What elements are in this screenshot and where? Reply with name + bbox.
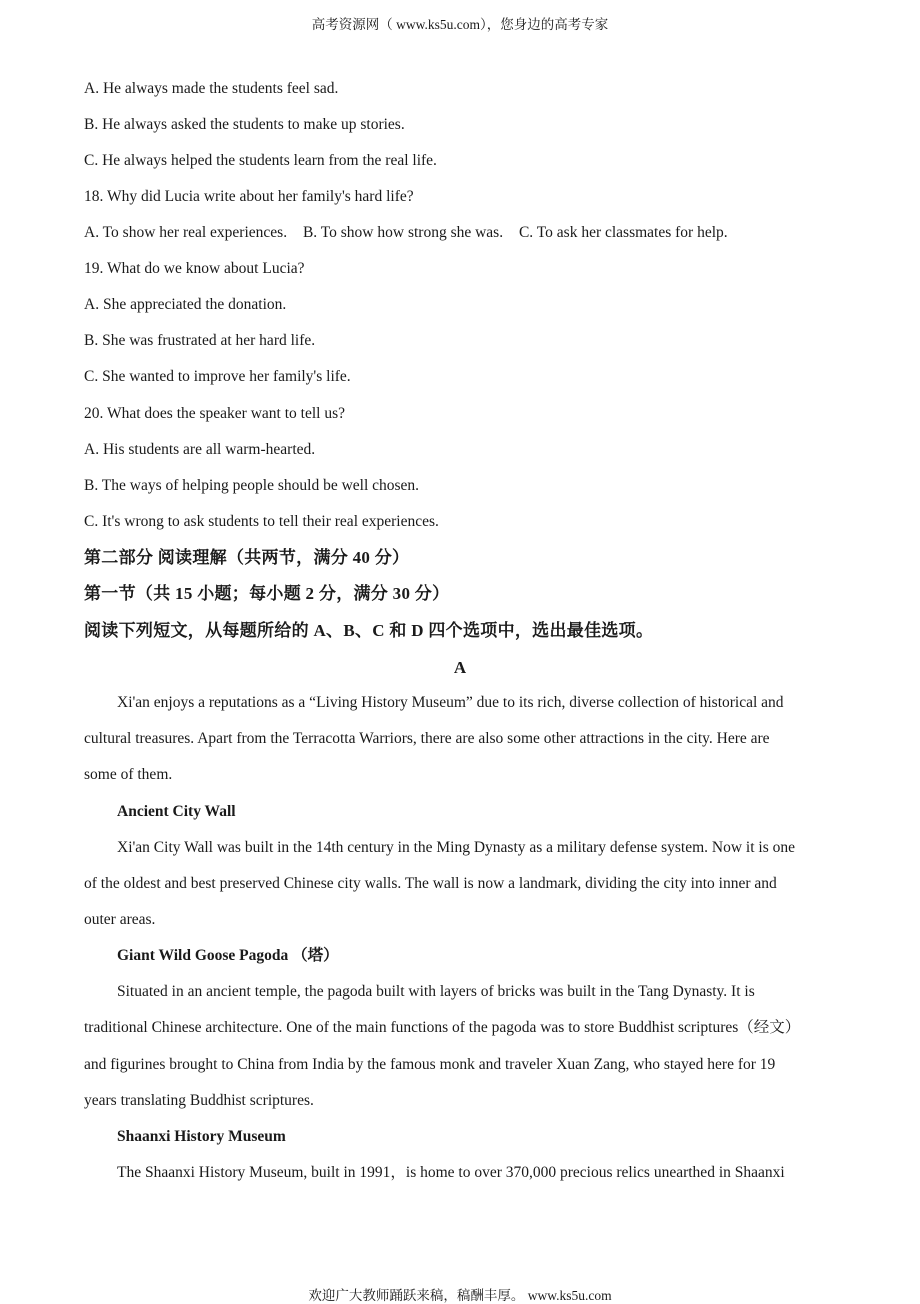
- passage-label: A: [453, 658, 467, 677]
- museum-line-1: The Shaanxi History Museum, built in 1991，is home to over 370,000 precious relics unearthed in Shaanxi: [117, 1164, 785, 1181]
- q17-option-b: B. He always asked the students to make up stories.: [84, 116, 405, 133]
- reading-instruction: 阅读下列短文，从每题所给的 A、B、C 和 D 四个选项中，选出最佳选项。: [84, 621, 654, 640]
- page-header: 高考资源网（ www.ks5u.com），您身边的高考专家: [311, 17, 609, 32]
- wall-title: Ancient City Wall: [117, 803, 236, 820]
- q18-options: [84, 223, 728, 243]
- q19-option-c: C. She wanted to improve her family's life.: [84, 368, 351, 385]
- q18-question: 18. Why did Lucia write about her family's hard life?: [84, 188, 414, 205]
- pagoda-line-1: Situated in an ancient temple, the pagoda built with layers of bricks was built in the Tang Dynasty. It is: [117, 983, 755, 1000]
- q17-option-a: A. He always made the students feel sad.: [84, 80, 339, 97]
- q18-option-a: A. To show her real experiences.: [84, 224, 288, 241]
- pagoda-line-2: traditional Chinese architecture. One of the main functions of the pagoda was to store Buddhist scriptures（经文）: [84, 1019, 801, 1036]
- wall-line-3: outer areas.: [84, 911, 156, 928]
- q20-question: 20. What does the speaker want to tell us?: [84, 405, 345, 422]
- q20-option-a: A. His students are all warm-hearted.: [84, 441, 316, 458]
- intro-line-3: some of them.: [84, 766, 173, 783]
- q19-question: 19. What do we know about Lucia?: [84, 260, 305, 277]
- intro-line-2: cultural treasures. Apart from the Terracotta Warriors, there are also some other attractions in the city. Here are: [84, 730, 770, 747]
- q17-option-c: C. He always helped the students learn from the real life.: [84, 152, 437, 169]
- pagoda-title: Giant Wild Goose Pagoda （塔）: [117, 947, 339, 964]
- page-footer: 欢迎广大教师踊跃来稿，稿酬丰厚。 www.ks5u.com: [308, 1288, 612, 1303]
- q20-option-b: B. The ways of helping people should be well chosen.: [84, 477, 420, 494]
- intro-line-1: Xi'an enjoys a reputations as a “Living History Museum” due to its rich, diverse collection of historical and: [117, 694, 784, 711]
- museum-title: Shaanxi History Museum: [117, 1128, 286, 1145]
- q20-option-c: C. It's wrong to ask students to tell their real experiences.: [84, 513, 439, 530]
- pagoda-line-3: and figurines brought to China from India by the famous monk and traveler Xuan Zang, who stayed here for 19: [84, 1056, 776, 1073]
- wall-line-2: of the oldest and best preserved Chinese city walls. The wall is now a landmark, dividing the city into inner and: [84, 875, 777, 892]
- part-title: 第二部分 阅读理解（共两节，满分 40 分）: [84, 548, 410, 567]
- q19-option-b: B. She was frustrated at her hard life.: [84, 332, 316, 349]
- q19-option-a: A. She appreciated the donation.: [84, 296, 287, 313]
- q18-option-c: C. To ask her classmates for help.: [518, 224, 728, 241]
- pagoda-line-4: years translating Buddhist scriptures.: [84, 1092, 314, 1109]
- wall-line-1: Xi'an City Wall was built in the 14th century in the Ming Dynasty as a military defense system. Now it is one: [117, 839, 795, 856]
- q18-option-b: B. To show how strong she was.: [302, 224, 504, 241]
- section-subtitle: 第一节（共 15 小题；每小题 2 分，满分 30 分）: [84, 584, 450, 603]
